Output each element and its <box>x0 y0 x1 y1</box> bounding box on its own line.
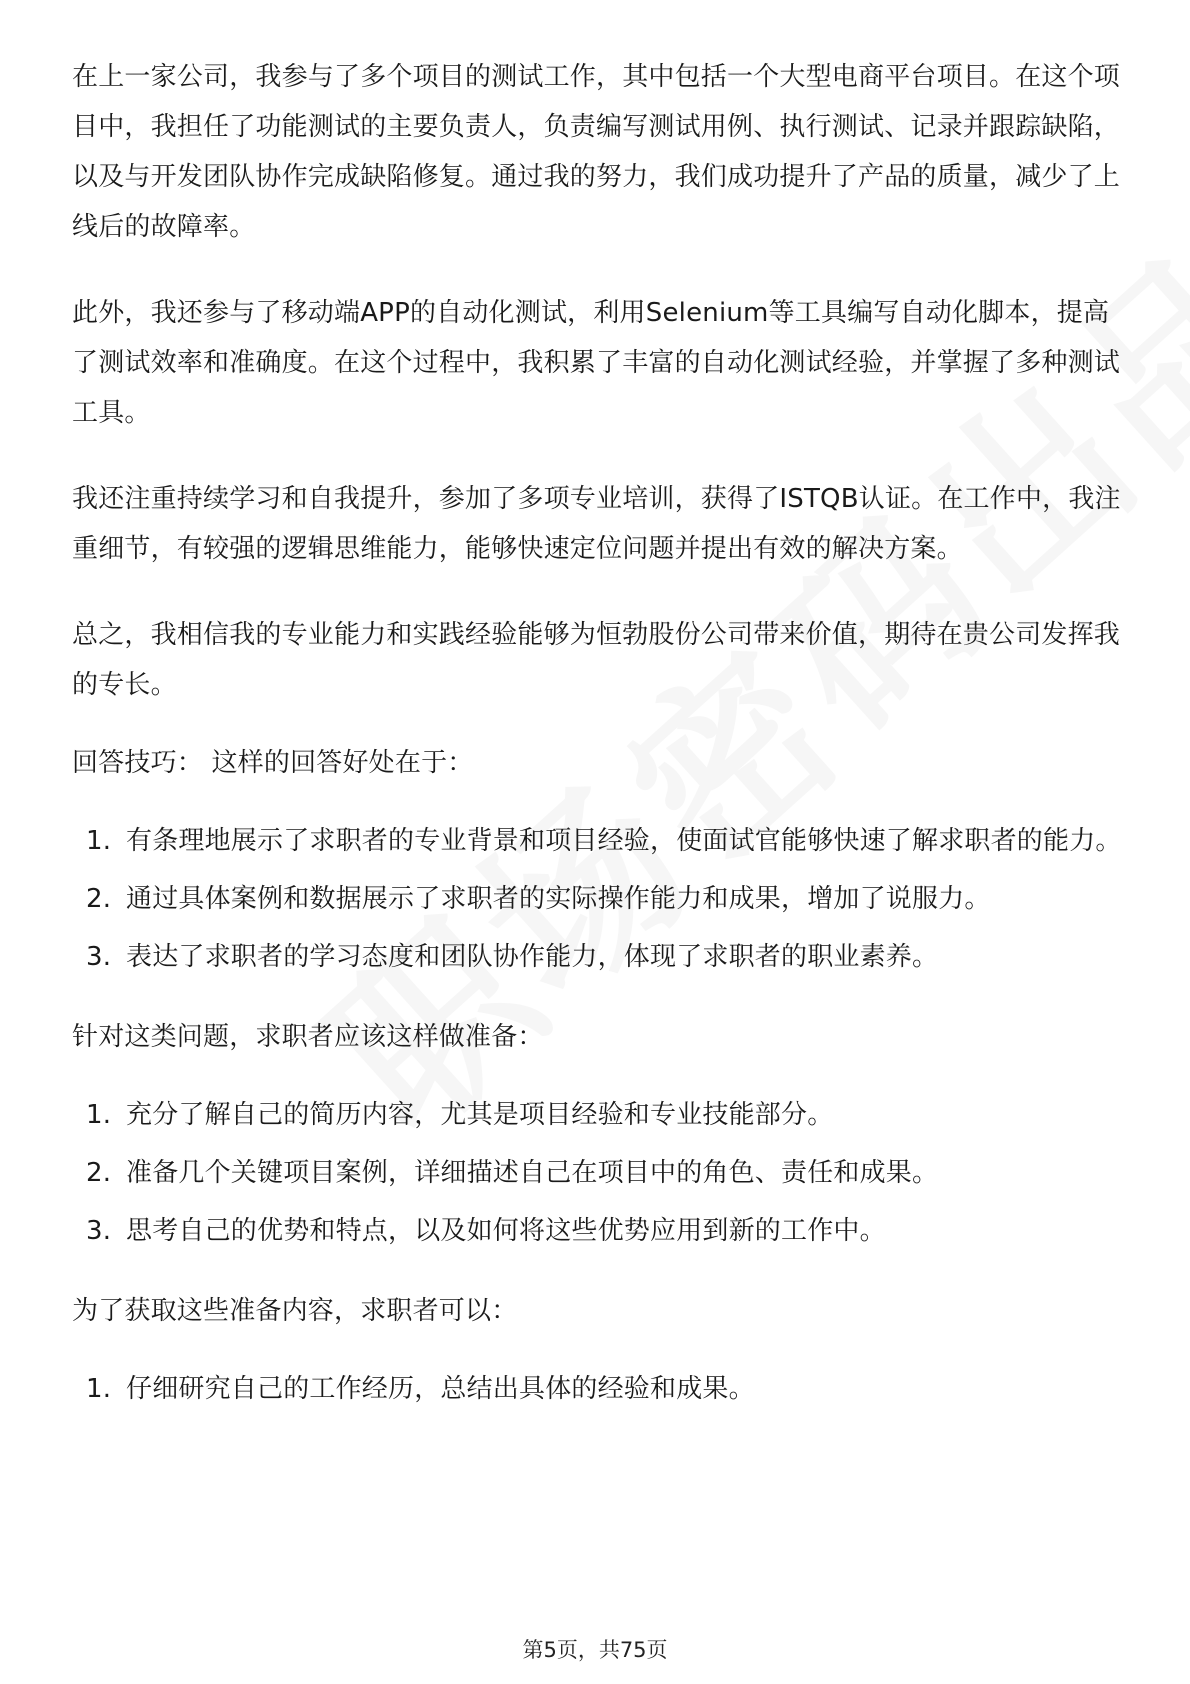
paragraph-learning: 我还注重持续学习和自我提升，参加了多项专业培训，获得了ISTQB认证。在工作中，我注重细节，有较强的逻辑思维能力，能够快速定位问题并提出有效的解决方案。 <box>72 484 1121 564</box>
list-text: 充分了解自己的简历内容，尤其是项目经验和专业技能部分。 <box>126 1100 834 1130</box>
list-number: 1. <box>86 1100 112 1130</box>
obtain-list <box>72 1364 1122 1414</box>
list-number: 3. <box>86 942 112 972</box>
list-number: 2. <box>86 884 112 914</box>
tips-list <box>72 816 1122 982</box>
list-item <box>72 874 1122 924</box>
paragraph-automation: 此外，我还参与了移动端APP的自动化测试，利用Selenium等工具编写自动化脚本，提高了测试效率和准确度。在这个过程中，我积累了丰富的自动化测试经验，并掌握了多种测试工具。 <box>72 298 1121 428</box>
paragraph-project-experience: 在上一家公司，我参与了多个项目的测试工作，其中包括一个大型电商平台项目。在这个项目中，我担任了功能测试的主要负责人，负责编写测试用例、执行测试、记录并跟踪缺陷，以及与开发团队协作完成缺陷修复。通过我的努力，我们成功提升了产品的质量，减少了上线后的故障率。 <box>72 62 1121 242</box>
list-number: 3. <box>86 1216 112 1246</box>
list-item <box>72 1148 1122 1198</box>
paragraph-conclusion: 总之，我相信我的专业能力和实践经验能够为恒勃股份公司带来价值，期待在贵公司发挥我的专长。 <box>72 620 1121 700</box>
list-number: 2. <box>86 1158 112 1188</box>
list-text: 仔细研究自己的工作经历，总结出具体的经验和成果。 <box>126 1374 755 1404</box>
document-body <box>72 52 1122 1444</box>
list-text: 准备几个关键项目案例，详细描述自己在项目中的角色、责任和成果。 <box>126 1158 939 1188</box>
list-text: 表达了求职者的学习态度和团队协作能力，体现了求职者的职业素养。 <box>126 942 939 972</box>
list-text: 思考自己的优势和特点，以及如何将这些优势应用到新的工作中。 <box>126 1216 886 1246</box>
page-footer: 第5页，共75页 <box>522 1638 668 1662</box>
list-number: 1. <box>86 826 112 856</box>
list-item <box>72 1206 1122 1256</box>
list-number: 1. <box>86 1374 112 1404</box>
prep-heading: 针对这类问题，求职者应该这样做准备： <box>72 1022 544 1052</box>
prep-list <box>72 1090 1122 1256</box>
list-item <box>72 1364 1122 1414</box>
list-item <box>72 816 1122 866</box>
tips-heading: 回答技巧： 这样的回答好处在于： <box>72 748 474 778</box>
list-item <box>72 932 1122 982</box>
list-text: 有条理地展示了求职者的专业背景和项目经验，使面试官能够快速了解求职者的能力。 <box>126 826 1122 856</box>
obtain-heading: 为了获取这些准备内容，求职者可以： <box>72 1296 518 1326</box>
list-text: 通过具体案例和数据展示了求职者的实际操作能力和成果，增加了说服力。 <box>126 884 991 914</box>
list-item <box>72 1090 1122 1140</box>
